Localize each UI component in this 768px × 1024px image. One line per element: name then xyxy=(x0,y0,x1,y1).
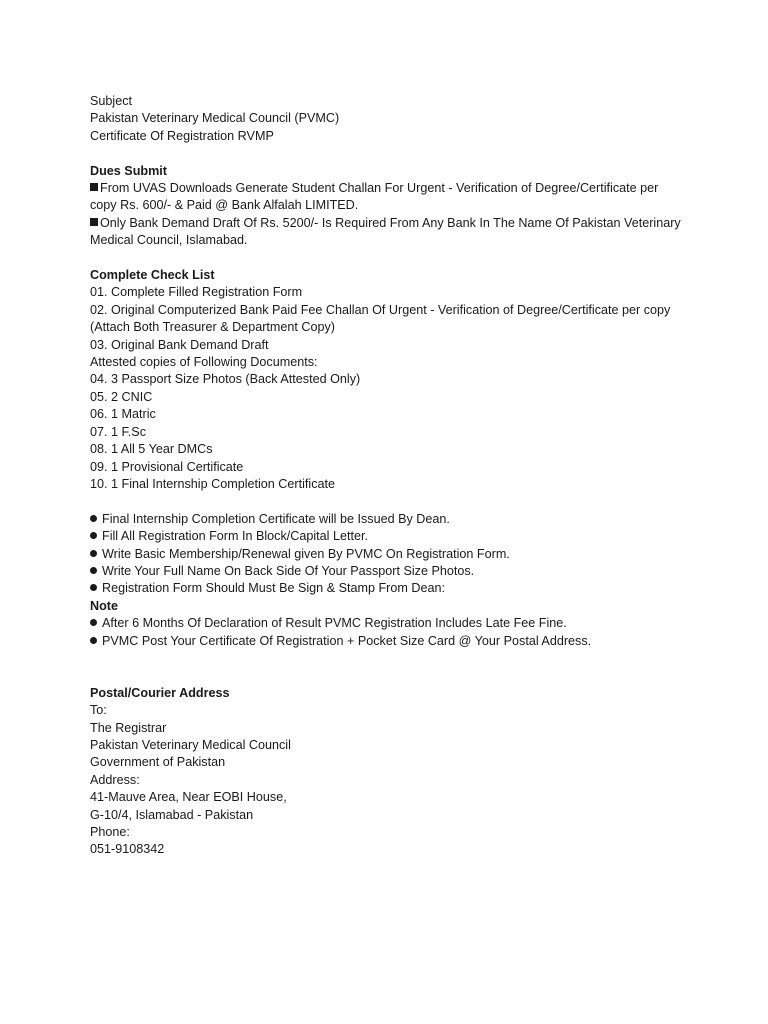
instruction-item xyxy=(90,511,690,528)
dues-item-1 xyxy=(90,180,690,197)
dues-heading: Dues Submit xyxy=(90,163,167,178)
instruction-text: Final Internship Completion Certificate will be Issued By Dean. xyxy=(102,511,450,526)
spacer xyxy=(90,250,690,267)
checklist-item: 03. Original Bank Demand Draft xyxy=(90,337,269,352)
instruction-item xyxy=(90,563,690,580)
address-line: Pakistan Veterinary Medical Council xyxy=(90,737,291,752)
instruction-text: Write Your Full Name On Back Side Of Your Passport Size Photos. xyxy=(102,563,475,578)
note-text: PVMC Post Your Certificate Of Registration + Pocket Size Card @ Your Postal Address. xyxy=(102,633,592,648)
phone-number: 051-9108342 xyxy=(90,842,165,857)
round-bullet-icon xyxy=(90,584,97,591)
round-bullet-icon xyxy=(90,532,97,539)
subject-label: Subject xyxy=(90,94,133,108)
dues-item-1-cont: copy Rs. 600/- & Paid @ Bank Alfalah LIMITED. xyxy=(90,198,359,213)
address-heading: Postal/Courier Address xyxy=(90,685,230,700)
square-bullet-icon xyxy=(90,218,98,226)
address-line: Phone: xyxy=(90,825,130,839)
instruction-item xyxy=(90,580,690,597)
address-line: Government of Pakistan xyxy=(90,755,226,770)
round-bullet-icon xyxy=(90,515,97,522)
round-bullet-icon xyxy=(90,550,97,557)
document-content xyxy=(90,93,690,859)
checklist-item: 01. Complete Filled Registration Form xyxy=(90,285,303,300)
spacer xyxy=(90,493,690,510)
note-heading: Note xyxy=(90,598,118,613)
address-line: G-10/4, Islamabad - Pakistan xyxy=(90,807,254,822)
address-line: To: xyxy=(90,703,107,718)
spacer xyxy=(90,650,690,685)
note-text: After 6 Months Of Declaration of Result PVMC Registration Includes Late Fee Fine. xyxy=(102,616,567,631)
checklist-item: 02. Original Computerized Bank Paid Fee Challan Of Urgent - Verification of Degree/Certificate per copy xyxy=(90,302,671,317)
dues-item-2 xyxy=(90,215,690,232)
checklist-item: (Attach Both Treasurer & Department Copy) xyxy=(90,320,335,335)
note-item xyxy=(90,633,690,650)
instruction-text: Write Basic Membership/Renewal given By PVMC On Registration Form. xyxy=(102,546,510,561)
instruction-text: Fill All Registration Form In Block/Capital Letter. xyxy=(102,529,368,544)
checklist-item: 08. 1 All 5 Year DMCs xyxy=(90,442,213,457)
instruction-item xyxy=(90,528,690,545)
square-bullet-icon xyxy=(90,183,98,191)
round-bullet-icon xyxy=(90,637,97,644)
checklist-subheading: Attested copies of Following Documents: xyxy=(90,355,318,370)
checklist-item: 09. 1 Provisional Certificate xyxy=(90,459,244,474)
checklist-heading: Complete Check List xyxy=(90,268,215,283)
address-line: The Registrar xyxy=(90,720,167,735)
checklist-item: 10. 1 Final Internship Completion Certificate xyxy=(90,476,336,491)
dues-item-2-text: Only Bank Demand Draft Of Rs. 5200/- Is Required From Any Bank In The Name Of Pakistan Veterinary xyxy=(100,215,681,230)
dues-item-1-text: From UVAS Downloads Generate Student Challan For Urgent - Verification of Degree/Certificate per xyxy=(100,181,659,196)
checklist-item: 04. 3 Passport Size Photos (Back Attested Only) xyxy=(90,372,361,387)
checklist-item: 06. 1 Matric xyxy=(90,407,156,422)
instruction-item xyxy=(90,546,690,563)
instruction-text: Registration Form Should Must Be Sign & Stamp From Dean: xyxy=(102,581,445,596)
checklist-item: 07. 1 F.Sc xyxy=(90,424,147,439)
checklist-item: 05. 2 CNIC xyxy=(90,389,153,404)
round-bullet-icon xyxy=(90,567,97,574)
subject-certificate: Certificate Of Registration RVMP xyxy=(90,128,274,143)
address-line: 41-Mauve Area, Near EOBI House, xyxy=(90,790,287,805)
subject-organization: Pakistan Veterinary Medical Council (PVMC) xyxy=(90,111,340,126)
note-item xyxy=(90,615,690,632)
address-line: Address: xyxy=(90,772,140,787)
round-bullet-icon xyxy=(90,619,97,626)
spacer xyxy=(90,145,690,162)
dues-item-2-cont: Medical Council, Islamabad. xyxy=(90,233,248,248)
